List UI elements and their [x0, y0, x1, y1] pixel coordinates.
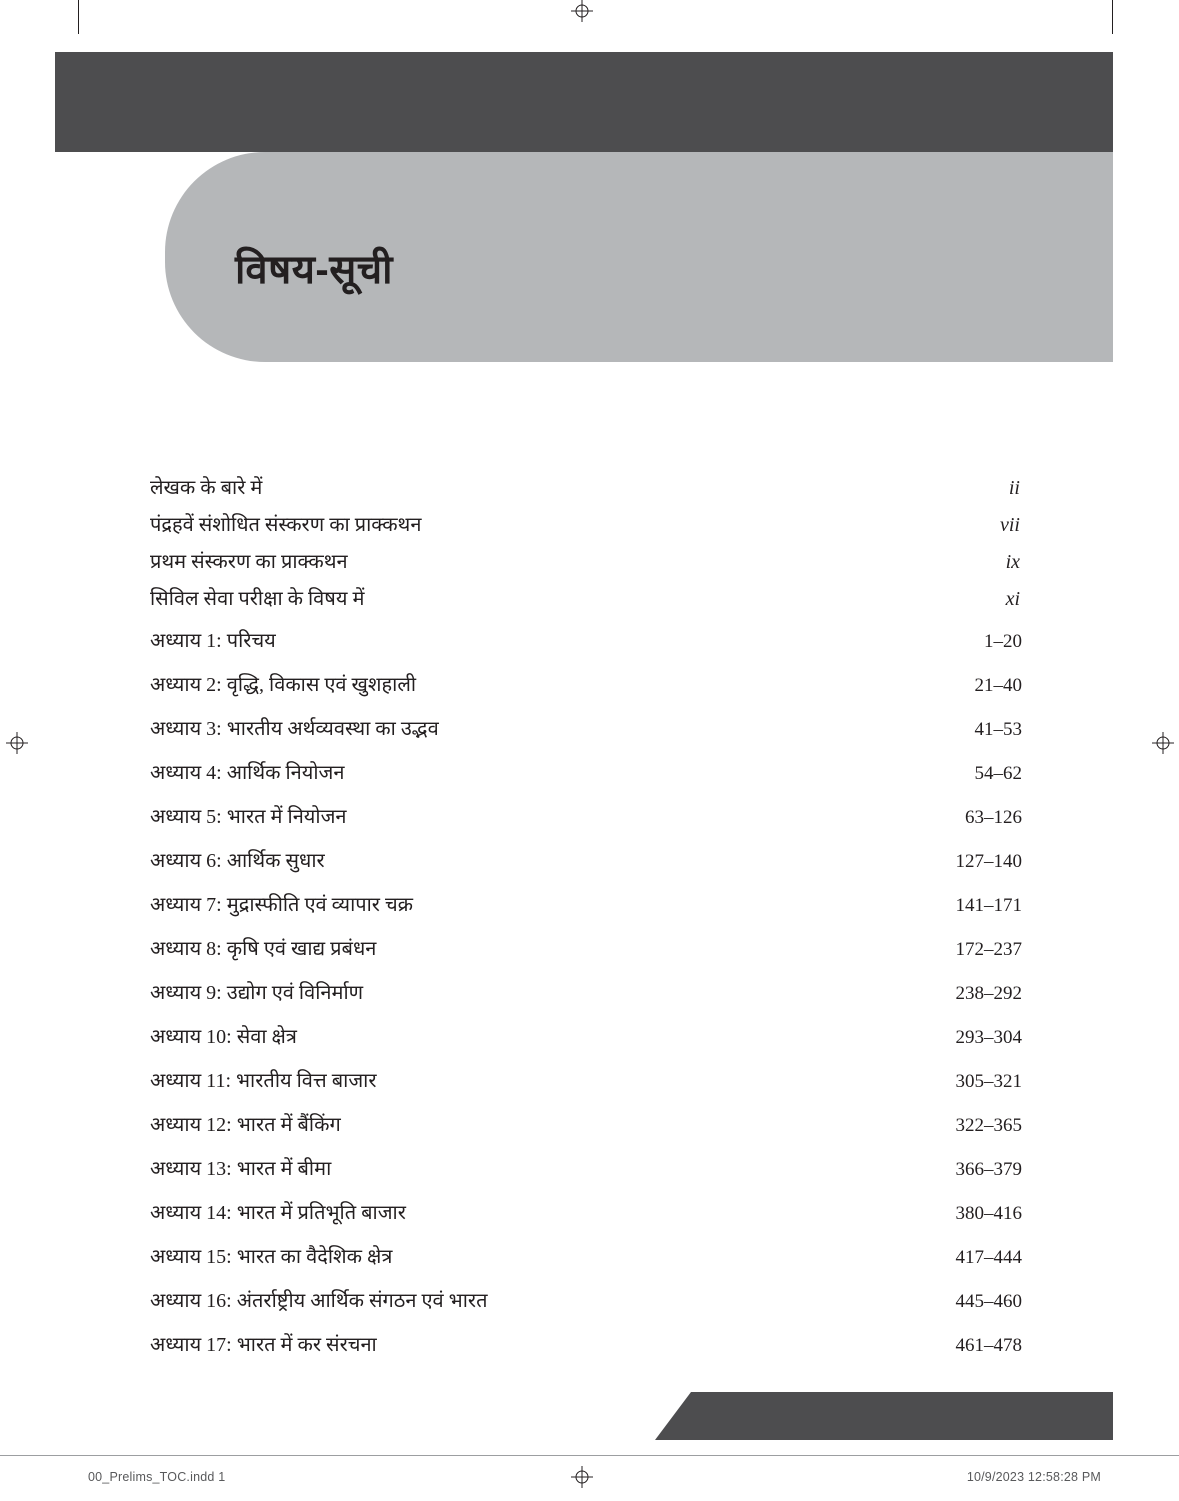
toc-entry-label: अध्याय 15: भारत का वैदेशिक क्षेत्र [150, 1246, 393, 1268]
toc-entry-page: 366–379 [955, 1159, 1022, 1180]
toc-chapter-row [150, 1027, 1022, 1047]
toc-entry-label: अध्याय 3: भारतीय अर्थव्यवस्था का उद्भव [150, 718, 439, 740]
page-footer [0, 1455, 1179, 1501]
footer-timestamp: 10/9/2023 12:58:28 PM [966, 1470, 1101, 1484]
toc-entry-page: 172–237 [955, 939, 1022, 960]
toc-chapter-row [150, 1335, 1022, 1355]
toc-entry-page: 461–478 [955, 1335, 1022, 1356]
footer-dark-band [655, 1392, 1113, 1440]
toc-chapter-row [150, 719, 1022, 739]
toc-entry-page: xi [1005, 588, 1020, 610]
toc-entry-page: 293–304 [955, 1027, 1022, 1048]
toc-entry-page: 380–416 [955, 1203, 1022, 1224]
toc-chapter-row [150, 1115, 1022, 1135]
toc-entry-page: 238–292 [955, 983, 1022, 1004]
toc-entry-label: अध्याय 17: भारत में कर संरचना [150, 1334, 377, 1356]
toc-entry-page: ix [1005, 551, 1020, 573]
toc-entry-label: अध्याय 1: परिचय [150, 630, 276, 652]
toc-entry-label: अध्याय 8: कृषि एवं खाद्य प्रबंधन [150, 938, 377, 960]
toc-entry-label: पंद्रहवें संशोधित संस्करण का प्राक्कथन [150, 514, 422, 536]
toc-chapter-row [150, 1159, 1022, 1179]
table-of-contents [150, 478, 1022, 1379]
toc-entry-page: 41–53 [974, 719, 1022, 740]
toc-chapter-row [150, 763, 1022, 783]
toc-entry-label: अध्याय 12: भारत में बैंकिंग [150, 1114, 341, 1136]
toc-front-matter-row [150, 589, 1022, 609]
toc-entry-label: अध्याय 2: वृद्धि, विकास एवं खुशहाली [150, 674, 417, 696]
toc-entry-label: अध्याय 4: आर्थिक नियोजन [150, 762, 345, 784]
toc-entry-label: लेखक के बारे में [150, 477, 263, 499]
toc-entry-label: अध्याय 5: भारत में नियोजन [150, 806, 347, 828]
toc-entry-page: 445–460 [955, 1291, 1022, 1312]
toc-entry-page: 1–20 [984, 631, 1022, 652]
toc-chapter-row [150, 1291, 1022, 1311]
toc-chapter-row [150, 983, 1022, 1003]
toc-entry-label: अध्याय 7: मुद्रास्फीति एवं व्यापार चक्र [150, 894, 414, 916]
toc-chapter-row [150, 675, 1022, 695]
toc-entry-page: 141–171 [955, 895, 1022, 916]
toc-front-matter-row [150, 552, 1022, 572]
toc-entry-page: 127–140 [955, 851, 1022, 872]
toc-entry-page: 322–365 [955, 1115, 1022, 1136]
registration-mark-right [1152, 732, 1174, 754]
toc-chapter-row [150, 1071, 1022, 1091]
toc-entry-page: 54–62 [974, 763, 1022, 784]
toc-entry-label: प्रथम संस्करण का प्राक्कथन [150, 551, 348, 573]
toc-chapter-row [150, 895, 1022, 915]
toc-entry-page: vii [1000, 514, 1020, 536]
registration-mark-left [6, 732, 28, 754]
toc-entry-page: ii [1008, 477, 1020, 499]
toc-entry-label: अध्याय 10: सेवा क्षेत्र [150, 1026, 297, 1048]
page-title: विषय-सूची [235, 247, 394, 292]
toc-front-matter-row [150, 478, 1022, 498]
footer-file-name: 00_Prelims_TOC.indd 1 [88, 1470, 226, 1484]
toc-chapter-row [150, 851, 1022, 871]
toc-entry-label: अध्याय 16: अंतर्राष्ट्रीय आर्थिक संगठन एवं भारत [150, 1290, 488, 1312]
toc-entry-page: 305–321 [955, 1071, 1022, 1092]
toc-entry-page: 63–126 [965, 807, 1022, 828]
toc-entry-page: 21–40 [974, 675, 1022, 696]
toc-chapter-row [150, 1247, 1022, 1267]
registration-mark-top [571, 0, 593, 22]
toc-chapter-row [150, 1203, 1022, 1223]
toc-chapter-row [150, 807, 1022, 827]
toc-entry-label: अध्याय 11: भारतीय वित्त बाजार [150, 1070, 377, 1092]
crop-mark-top-right [1112, 0, 1113, 34]
toc-chapter-row [150, 631, 1022, 651]
toc-entry-label: अध्याय 13: भारत में बीमा [150, 1158, 332, 1180]
toc-chapter-row [150, 939, 1022, 959]
toc-entry-label: अध्याय 6: आर्थिक सुधार [150, 850, 325, 872]
crop-mark-top-left [78, 0, 79, 34]
toc-entry-label: अध्याय 9: उद्योग एवं विनिर्माण [150, 982, 364, 1004]
toc-entry-label: अध्याय 14: भारत में प्रतिभूति बाजार [150, 1202, 406, 1224]
header-dark-band [55, 52, 1113, 152]
toc-entry-label: सिविल सेवा परीक्षा के विषय में [150, 588, 365, 610]
toc-front-matter-row [150, 515, 1022, 535]
toc-entry-page: 417–444 [955, 1247, 1022, 1268]
